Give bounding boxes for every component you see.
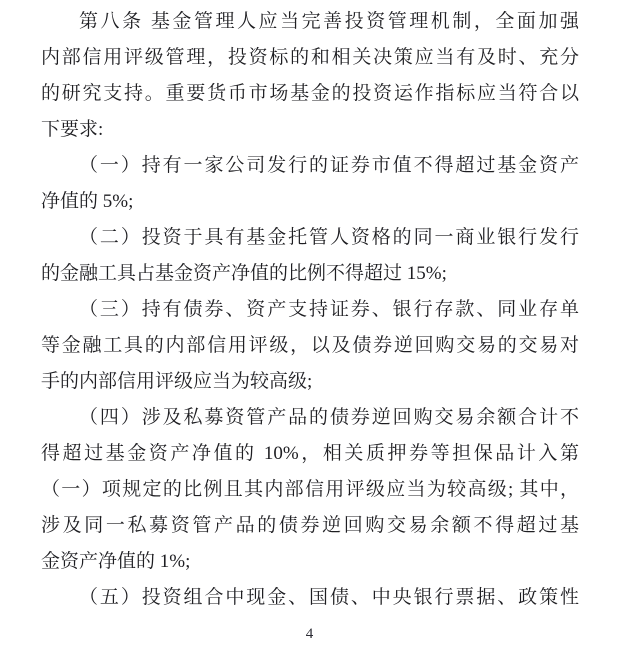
text-line: （五）投资组合中现金、国债、中央银行票据、政策性	[79, 587, 579, 608]
text-line: （二）投资于具有基金托管人资格的同一商业银行发行	[79, 227, 579, 248]
text-line: 净值的 5%;	[41, 191, 134, 212]
text-line: 得超过基金资产净值的 10%，相关质押券等担保品计入第	[41, 443, 579, 464]
text-line: 涉及同一私募资管产品的债券逆回购交易余额不得超过基	[41, 515, 579, 536]
text-line: 的金融工具占基金资产净值的比例不得超过 15%;	[41, 263, 447, 284]
text-line: 内部信用评级管理，投资标的和相关决策应当有及时、充分	[41, 47, 579, 68]
text-line: 下要求:	[41, 119, 104, 140]
document-text-block	[41, 4, 579, 616]
text-line: （四）涉及私募资管产品的债券逆回购交易余额合计不	[79, 407, 579, 428]
text-line: （三）持有债券、资产支持证券、银行存款、同业存单	[79, 299, 579, 320]
page-number: 4	[305, 626, 314, 642]
text-line: 的研究支持。重要货币市场基金的投资运作指标应当符合以	[41, 83, 579, 104]
text-line: （一）持有一家公司发行的证券市值不得超过基金资产	[79, 155, 579, 176]
text-line: 第八条 基金管理人应当完善投资管理机制，全面加强	[79, 11, 579, 32]
text-line: 手的内部信用评级应当为较高级;	[41, 371, 313, 392]
text-line: 等金融工具的内部信用评级，以及债券逆回购交易的交易对	[41, 335, 579, 356]
text-line: （一）项规定的比例且其内部信用评级应当为较高级; 其中，	[41, 479, 579, 500]
text-line: 金资产净值的 1%;	[41, 551, 191, 572]
